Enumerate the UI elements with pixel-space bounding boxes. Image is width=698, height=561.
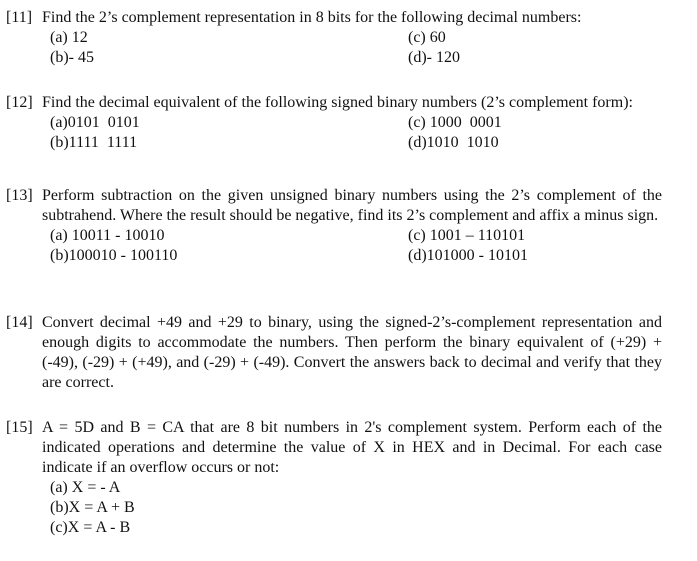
option-d: (d)101000 - 10101 [408, 247, 528, 264]
problem-15 [6, 418, 662, 538]
option-b: (b)100010 - 100110 [50, 247, 178, 264]
problem-number: [15] [6, 419, 33, 436]
option-c: (c) 60 [408, 29, 446, 46]
option-d: (d)- 120 [408, 49, 460, 66]
option-b: (b)- 45 [50, 49, 94, 66]
option-c: (c) 1001 – 110101 [408, 227, 526, 244]
problem-text: Find the decimal equivalent of the following signed binary numbers (2’s complement form): [42, 94, 633, 111]
problem-number: [11] [6, 9, 33, 26]
problem-13 [6, 186, 662, 266]
option-b: (b)X = A + B [50, 499, 135, 516]
options-row [6, 133, 662, 153]
option-a: (a) 12 [50, 29, 88, 46]
option-c: (c)X = A - B [50, 519, 131, 536]
problem-14 [6, 313, 662, 393]
options-row [6, 226, 662, 246]
option-a: (a) 10011 - 10010 [50, 227, 165, 244]
problem-number: [14] [6, 314, 33, 331]
options-row [6, 246, 662, 266]
option-b: (b)1111 1111 [50, 134, 138, 151]
problem-number: [12] [6, 94, 33, 111]
option-c: (c) 1000 0001 [408, 114, 502, 131]
option-a: (a)0101 0101 [50, 114, 140, 131]
problem-12 [6, 93, 662, 153]
options-row [6, 48, 662, 68]
problem-text: Find the 2’s complement representation in 8 bits for the following decimal numbers: [42, 9, 582, 26]
options-row [6, 28, 662, 48]
option-a: (a) X = - A [50, 479, 121, 496]
problem-text: A = 5D and B = CA that are 8 bit numbers in 2's complement system. Perform each of the indicated operations and determine the value of X in HEX and in Decimal. For each case indicate if an overflow occurs or not: [42, 419, 662, 476]
options-row [6, 113, 662, 133]
problem-11 [6, 8, 662, 68]
problem-number: [13] [6, 187, 33, 204]
problem-text: Perform subtraction on the given unsigned binary numbers using the 2’s complement of the subtrahend. Where the result should be negative, find its 2’s complement and affix a minus sign. [42, 187, 662, 224]
problem-text: Convert decimal +49 and +29 to binary, using the signed-2’s-complement representation and enough digits to accommodate the numbers. Then perform the binary equivalent of (+29) + (-49), (-29) + (+49), and (-29) + (-49). Convert the answers back to decimal and verify that they are correct. [42, 314, 662, 391]
option-d: (d)1010 1010 [408, 134, 499, 151]
